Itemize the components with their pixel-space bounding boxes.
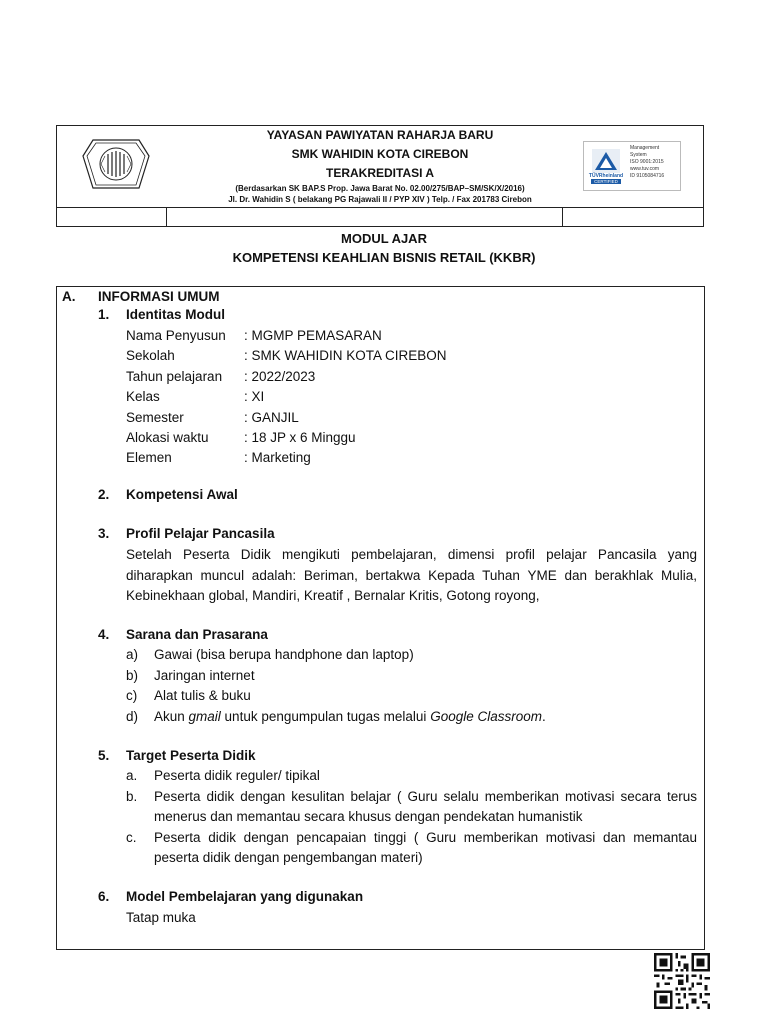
- identity-label: Elemen: [126, 450, 172, 465]
- identity-value: : Marketing: [244, 450, 311, 465]
- identity-label: Semester: [126, 410, 184, 425]
- list-marker: d): [126, 709, 139, 724]
- identity-label: Sekolah: [126, 348, 175, 363]
- list-item-text: .: [541, 709, 546, 724]
- cert-line: www.tuv.com: [630, 166, 660, 172]
- item-heading: Target Peserta Didik: [126, 748, 256, 763]
- item-heading: Sarana dan Prasarana: [126, 627, 268, 642]
- item-heading: Model Pembelajaran yang digunakan: [126, 889, 364, 904]
- list-marker: b.: [126, 789, 138, 804]
- list-item: Jaringan internet: [154, 668, 255, 683]
- list-marker: a.: [126, 768, 138, 783]
- list-item: Peserta didik dengan pencapaian tinggi ( Guru memberikan motivasi dan memantau: [154, 830, 697, 845]
- qr-code-icon: [654, 953, 710, 1009]
- list-marker: a): [126, 647, 139, 662]
- list-item-emphasis: gmail: [188, 709, 221, 724]
- item-number: 1.: [98, 307, 110, 322]
- paragraph-line: Setelah Peserta Didik mengikuti pembelajaran, dimensi profil pelajar Pancasila yang: [126, 547, 697, 562]
- item-number: 5.: [98, 748, 110, 763]
- letterhead-divider: [56, 207, 704, 208]
- cert-line: ISO 9001:2015: [630, 159, 664, 165]
- cert-line: ID 9105084716: [630, 173, 665, 179]
- section-heading: INFORMASI UMUM: [98, 289, 220, 304]
- item-heading: Kompetensi Awal: [126, 487, 238, 502]
- list-item: Peserta didik dengan kesulitan belajar ( Guru selalu memberikan motivasi secara terus: [154, 789, 697, 804]
- list-item-text: untuk pengumpulan tugas melalui: [220, 709, 431, 724]
- identity-value: : 18 JP x 6 Minggu: [244, 430, 356, 445]
- list-item: [154, 707, 546, 727]
- accreditation-status: TERAKREDITASI A: [326, 166, 434, 180]
- accreditation-decree: (Berdasarkan SK BAP.S Prop. Jawa Barat No. 02.00/275/BAP–SM/SK/X/2016): [235, 184, 525, 193]
- identity-value: : XI: [244, 389, 265, 404]
- list-item: Gawai (bisa berupa handphone dan laptop): [154, 647, 414, 662]
- item-number: 3.: [98, 526, 110, 541]
- identity-value: : 2022/2023: [244, 369, 316, 384]
- identity-value: : MGMP PEMASARAN: [244, 328, 382, 343]
- list-marker: c): [126, 688, 138, 703]
- identity-label: Nama Penyusun: [126, 328, 226, 343]
- item-number: 6.: [98, 889, 110, 904]
- identity-label: Kelas: [126, 389, 160, 404]
- learning-model-value: Tatap muka: [126, 910, 196, 925]
- list-item-continuation: menerus dan memantau secara khusus dengan pendekatan humanistik: [154, 809, 583, 824]
- cert-line: System: [630, 152, 647, 158]
- tuv-certified-label: CERTIFIED: [591, 179, 621, 184]
- letterhead-cell-divider: [562, 207, 563, 227]
- item-number: 4.: [98, 627, 110, 642]
- item-heading: Profil Pelajar Pancasila: [126, 526, 275, 541]
- section-letter: A.: [62, 289, 76, 304]
- document-title: MODUL AJAR: [341, 231, 427, 246]
- list-item-text: Akun: [154, 709, 189, 724]
- letterhead-cell-divider: [166, 207, 167, 227]
- list-item-continuation: peserta didik dengan pengembangan materi): [154, 850, 423, 865]
- item-number: 2.: [98, 487, 110, 502]
- iso-certification-badge: [583, 141, 681, 191]
- list-marker: c.: [126, 830, 137, 845]
- identity-label: Alokasi waktu: [126, 430, 209, 445]
- school-address: Jl. Dr. Wahidin S ( belakang PG Rajawali II / PYP XIV ) Telp. / Fax 201783 Cirebon: [228, 195, 532, 204]
- list-marker: b): [126, 668, 139, 683]
- paragraph-line: diharapkan muncul adalah: Beriman, bertakwa Kepada Tuhan YME dan berakhlak Mulia,: [126, 568, 697, 583]
- paragraph-line: Kebinekhaan global, Mandiri, Kreatif , Bernalar Kritis, Gotong royong,: [126, 588, 540, 603]
- foundation-name: YAYASAN PAWIYATAN RAHARJA BARU: [266, 128, 494, 142]
- tuv-triangle-icon: [592, 149, 620, 173]
- school-name: SMK WAHIDIN KOTA CIREBON: [291, 147, 469, 161]
- cert-line: Management: [630, 145, 660, 151]
- tuv-brand: TÜVRheinland: [588, 172, 624, 179]
- document-subtitle: KOMPETENSI KEAHLIAN BISNIS RETAIL (KKBR): [232, 250, 536, 265]
- list-item-emphasis: Google Classroom: [430, 709, 542, 724]
- identity-value: : GANJIL: [244, 410, 299, 425]
- item-heading: Identitas Modul: [126, 307, 225, 322]
- list-item: Peserta didik reguler/ tipikal: [154, 768, 320, 783]
- list-item: Alat tulis & buku: [154, 688, 251, 703]
- identity-label: Tahun pelajaran: [126, 369, 223, 384]
- identity-value: : SMK WAHIDIN KOTA CIREBON: [244, 348, 447, 363]
